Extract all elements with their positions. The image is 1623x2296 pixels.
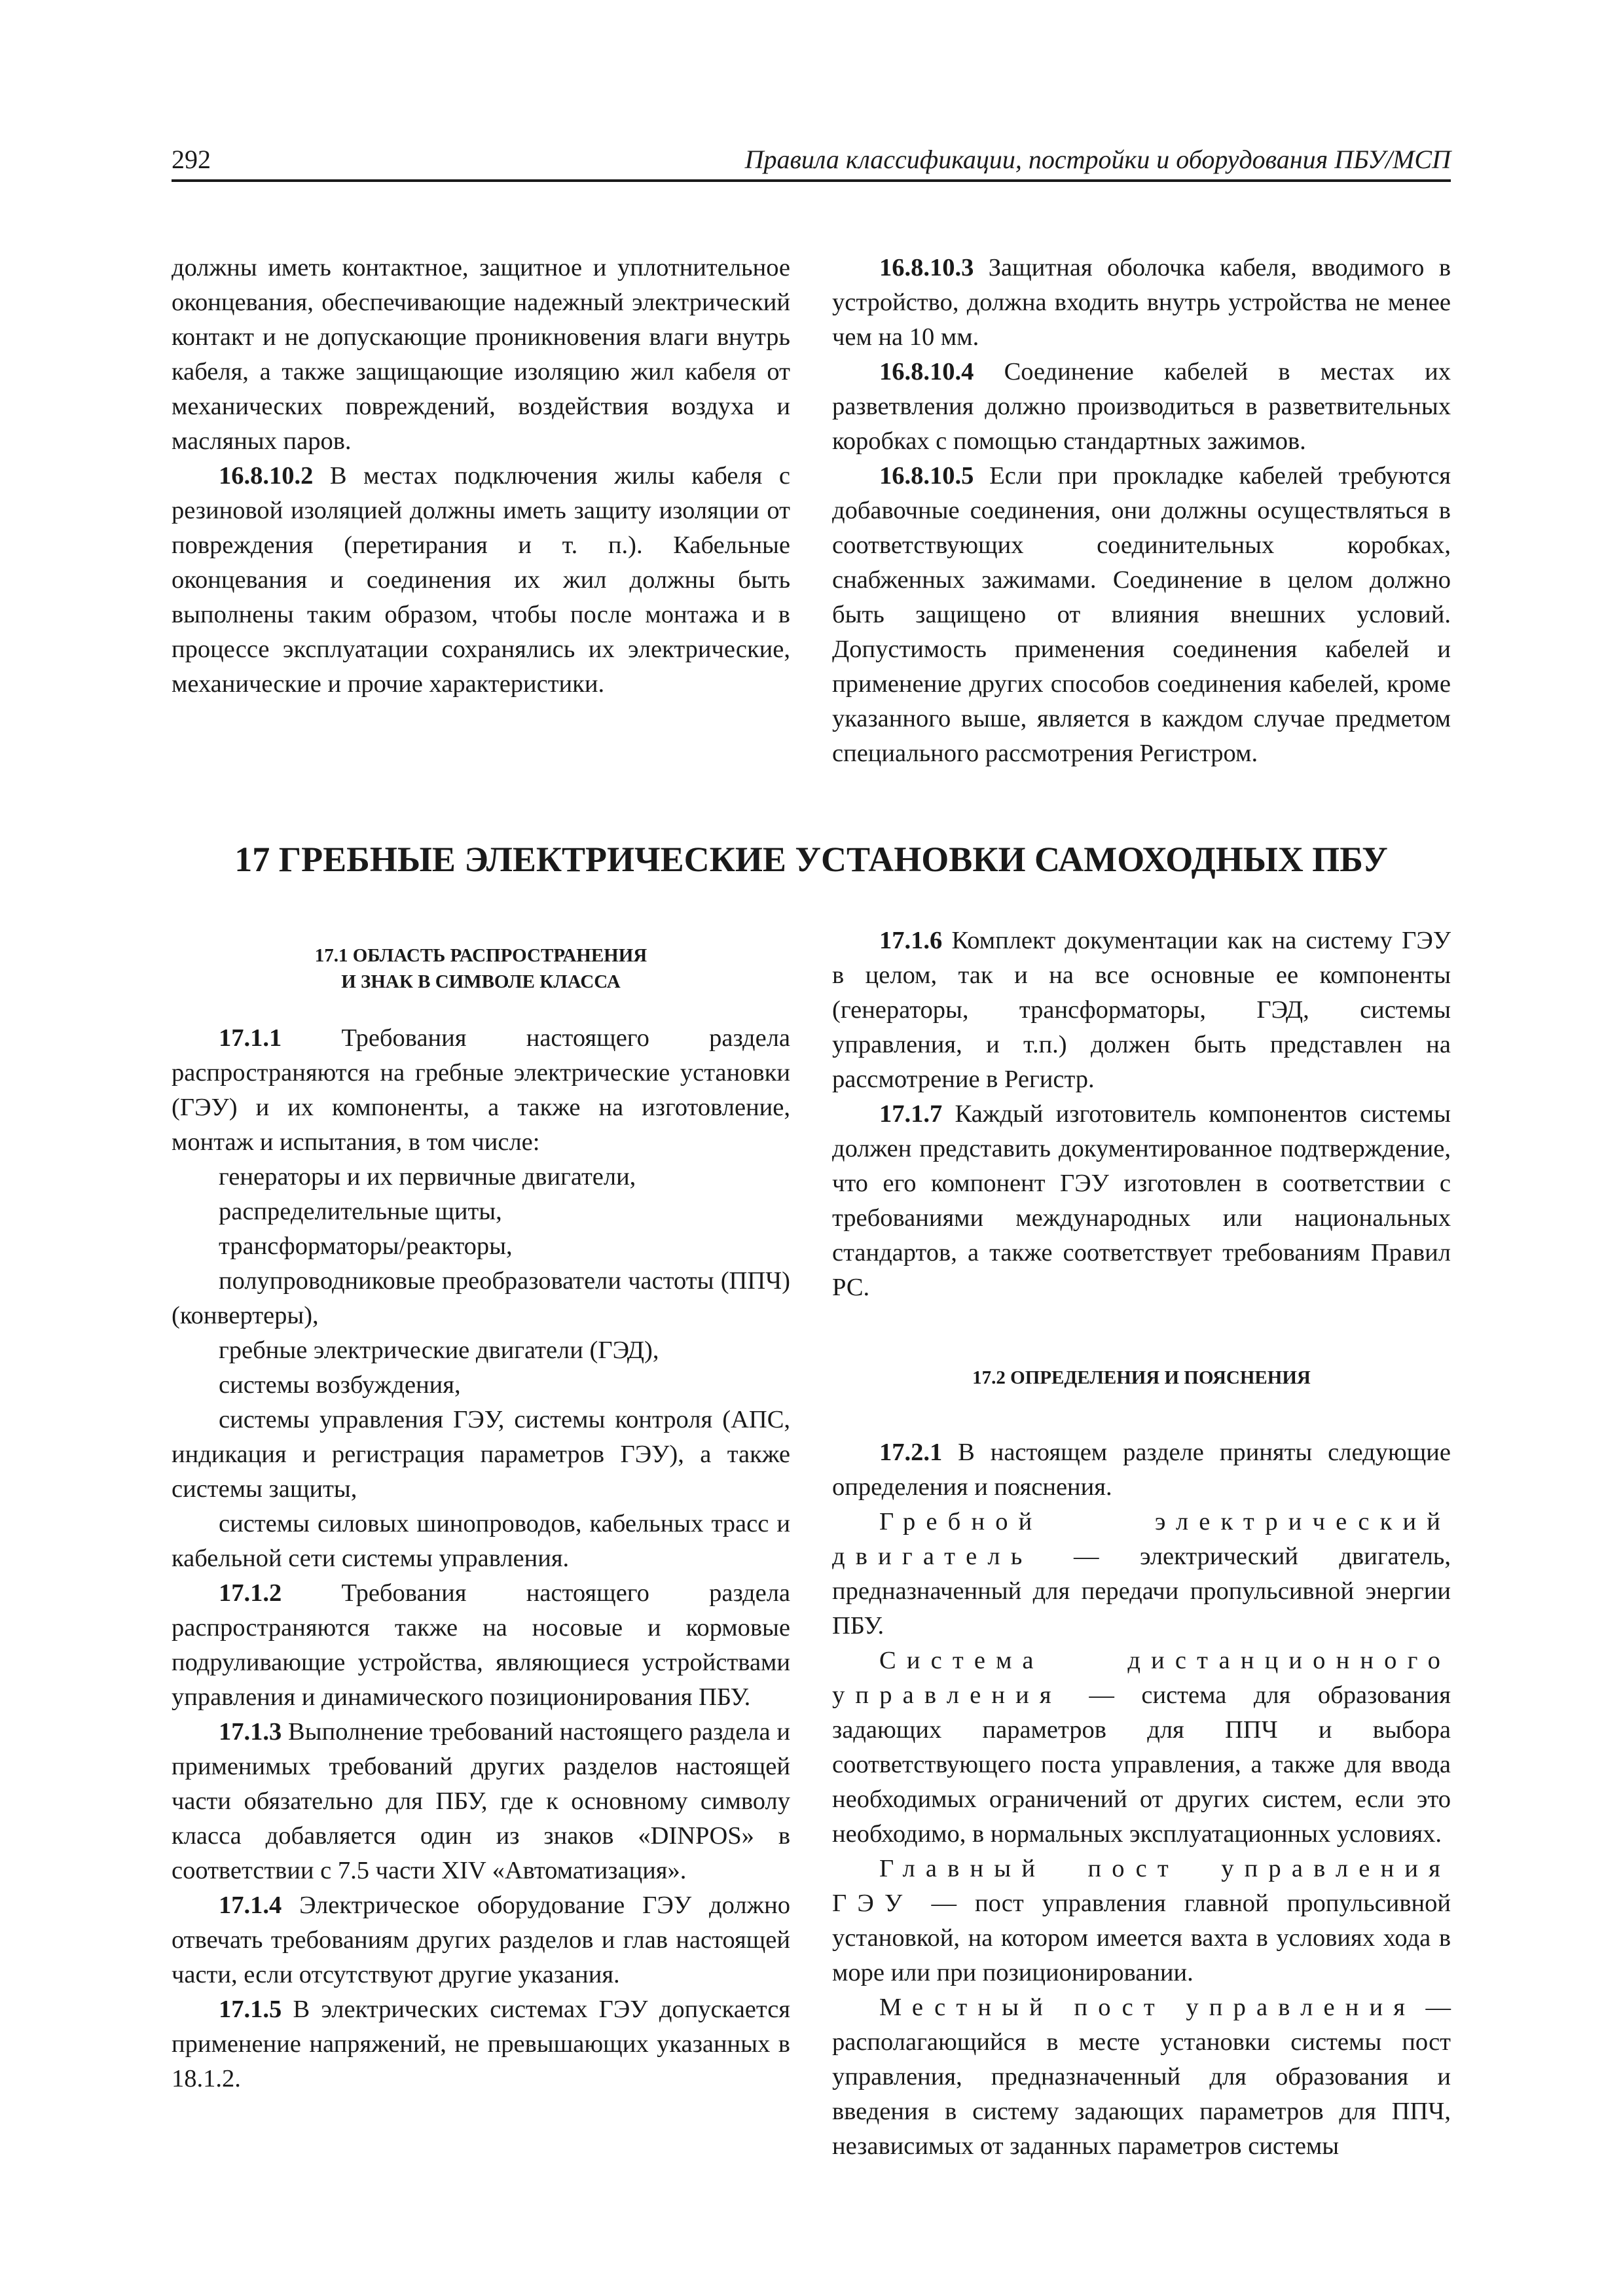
clause-text: Каждый изготовитель компонентов системы должен представить документированное подтверждение, что его компонент ГЭУ изготовлен в соответствии с требованиями международных или национальных стандартов, а также соответствует требованиям Правил РС. [832, 1100, 1451, 1301]
clause-text: Требования настоящего раздела распространяются на гребные электрические установки (ГЭУ) и их компоненты, а также на изготовление, монтаж и испытания, в том числе: [172, 1024, 790, 1156]
page-number: 292 [172, 145, 211, 174]
clause-text: Соединение кабелей в местах их разветвления должно производиться в разветвительных коробках с помощью стандартных зажимов. [832, 358, 1451, 455]
paragraph-17-1-7 [832, 1097, 1451, 1305]
list-item: распределительные щиты, [219, 1198, 502, 1225]
clause-text: В настоящем разделе приняты следующие определения и пояснения. [832, 1439, 1451, 1501]
clause-text: Если при прокладке кабелей требуются добавочные соединения, они должны осуществляться в соответствующих соединительных коробках, снабженных зажимами. Соединение в целом должно быть защищено от влияния внешних условий. Допустимость применения соединения кабелей и применение других способов соединения кабелей, кроме указанного выше, является в каждом случае предметом специального рассмотрения Регистром. [832, 462, 1451, 767]
list-item: системы управления ГЭУ, системы контроля (АПС, индикация и регистрация параметров ГЭУ), а также системы защиты, [172, 1406, 790, 1503]
clause-number: 17.1.2 [219, 1579, 282, 1607]
paragraph-16-8-10-3 [832, 251, 1451, 355]
definition-remote-control-system [832, 1643, 1451, 1852]
paragraph-17-1-3 [172, 1715, 790, 1888]
clause-number: 17.1.6 [879, 927, 943, 954]
clause-text: Требования настоящего раздела распространяются также на носовые и кормовые подруливающие устройства, являющиеся устройствами управления и динамического позиционирования ПБУ. [172, 1579, 790, 1711]
paragraph-17-1-2 [172, 1576, 790, 1715]
definition-main-control-station [832, 1852, 1451, 1990]
clause-number: 17.1.4 [219, 1892, 282, 1919]
clause-number: 17.1.1 [219, 1024, 282, 1052]
clause-number: 17.1.3 [219, 1718, 282, 1746]
paragraph-16-8-10-5 [832, 459, 1451, 771]
column-right-bottom [832, 924, 1451, 1305]
clause-number: 17.1.5 [219, 1996, 282, 2023]
clause-number: 16.8.10.3 [879, 254, 974, 281]
clause-text: Электрическое оборудование ГЭУ должно отвечать требованиям других разделов и глав настоящей части, если отсутствуют другие указания. [172, 1892, 790, 1988]
column-left-top [172, 251, 790, 702]
definition-propulsion-motor [832, 1505, 1451, 1643]
column-right-top [832, 251, 1451, 771]
clause-number: 17.1.7 [879, 1100, 943, 1128]
section-heading-17-2: 17.2 ОПРЕДЕЛЕНИЯ И ПОЯСНЕНИЯ [972, 1367, 1311, 1388]
clause-text: Комплект документации как на систему ГЭУ в целом, так и на все основные ее компоненты (генераторы, трансформаторы, ГЭД, системы управления, и т.п.) должен быть представлен на рассмотрение в Регистр. [832, 927, 1451, 1093]
clause-number: 16.8.10.4 [879, 358, 974, 386]
page-header [172, 143, 1451, 182]
definition-text: — система для образования задающих параметров для ППЧ и выбора соответствующего поста управления, а также для ввода необходимых ограничений от других систем, если это необходимо, в нормальных эксплуатационных условиях. [832, 1681, 1451, 1848]
section-heading-17-1 [172, 942, 790, 995]
clause-text: В местах подключения жилы кабеля с резиновой изоляцией должны иметь защиту изоляции от повреждения (перетирания и т. п.). Кабельные оконцевания и соединения их жил должны быть выполнены таким образом, чтобы после монтажа и в процессе эксплуатации сохранялись их электрические, механические и прочие характеристики. [172, 462, 790, 698]
list-item: трансформаторы/реакторы, [219, 1232, 513, 1260]
section-heading-line: И ЗНАК В СИМВОЛЕ КЛАССА [341, 971, 621, 992]
list-item: генераторы и их первичные двигатели, [219, 1163, 636, 1191]
definition-term: Система дистанционного управления [832, 1647, 1451, 1709]
paragraph-17-2-1 [832, 1435, 1451, 1505]
paragraph-16-8-10-4 [832, 355, 1451, 459]
paragraph-17-1-1 [172, 1021, 790, 1160]
paragraph-continued: должны иметь контактное, защитное и уплотнительное оконцевания, обеспечивающие надежный электрический контакт и не допускающие проникновения влаги внутрь кабеля, а также защищающие изоляцию жил кабеля от механических повреждений, воздействия воздуха и масляных паров. [172, 254, 790, 455]
definition-text: — электрический двигатель, предназначенный для передачи пропульсивной энергии ПБУ. [832, 1543, 1451, 1640]
clause-number: 17.2.1 [879, 1439, 943, 1466]
definition-term: Главный пост управления ГЭУ [832, 1855, 1451, 1917]
paragraph-17-1-5 [172, 1992, 790, 2096]
clause-text: В электрических системах ГЭУ допускается применение напряжений, не превышающих указанных в 18.1.2. [172, 1996, 790, 2092]
chapter-title: 17 ГРЕБНЫЕ ЭЛЕКТРИЧЕСКИЕ УСТАНОВКИ САМОХОДНЫХ ПБУ [234, 840, 1388, 879]
paragraph-16-8-10-2 [172, 459, 790, 702]
paragraph-17-1-4 [172, 1888, 790, 1992]
list-item: системы силовых шинопроводов, кабельных трасс и кабельной сети системы управления. [172, 1510, 790, 1572]
clause-text: Выполнение требований настоящего раздела и применимых требований других разделов настоящей части обязательно для ПБУ, где к основному символу класса добавляется один из знаков «DINPOS» в соответствии с 7.5 части XIV «Автоматизация». [172, 1718, 790, 1884]
section-heading-line: 17.1 ОБЛАСТЬ РАСПРОСТРАНЕНИЯ [314, 945, 647, 966]
definition-term: Местный пост управления [879, 1994, 1416, 2021]
definition-term: Гребной электрический двигатель [832, 1508, 1451, 1570]
list-item: системы возбуждения, [219, 1371, 461, 1399]
clause-number: 16.8.10.5 [879, 462, 974, 490]
column-right-section-17-2 [832, 1435, 1451, 2164]
definition-text: — пост управления главной пропульсивной установкой, на котором имеется вахта в условиях хода в море или при позиционировании. [832, 1890, 1451, 1986]
clause-text: Защитная оболочка кабеля, вводимого в устройство, должна входить внутрь устройства не менее чем на 10 мм. [832, 254, 1451, 351]
definition-local-control-station [832, 1990, 1451, 2164]
list-item: полупроводниковые преобразователи частоты (ППЧ) (конвертеры), [172, 1267, 790, 1329]
running-title: Правила классификации, постройки и оборудования ПБУ/МСП [744, 145, 1451, 174]
list-item: гребные электрические двигатели (ГЭД), [219, 1336, 659, 1364]
definition-text: — располагающийся в месте установки системы пост управления, предназначенный для образования и введения в систему задающих параметров для ППЧ, независимых от заданных параметров системы [832, 1994, 1451, 2160]
clause-number: 16.8.10.2 [219, 462, 314, 490]
column-left-bottom [172, 1021, 790, 2096]
paragraph-17-1-6 [832, 924, 1451, 1097]
